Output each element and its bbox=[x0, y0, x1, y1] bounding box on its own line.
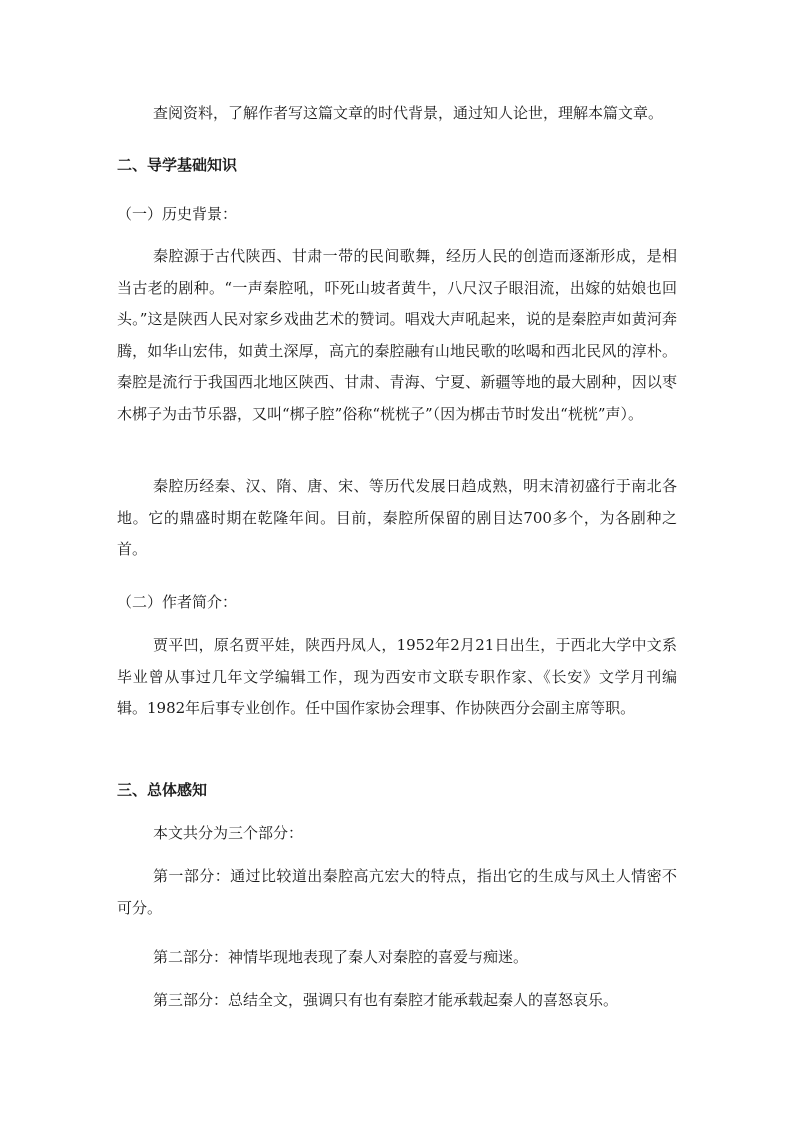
section-title-overview: 三、总体感知 bbox=[117, 781, 208, 799]
part-two-paragraph: 第二部分：神情毕现地表现了秦人对秦腔的喜爱与痴迷。 bbox=[153, 948, 529, 966]
overview-intro-paragraph: 本文共分为三个部分： bbox=[153, 824, 304, 842]
intro-paragraph: 查阅资料，了解作者写这篇文章的时代背景，通过知人论世，理解本篇文章。 bbox=[153, 104, 664, 122]
history-paragraph-2: 秦腔历经秦、汉、隋、唐、宋、等历代发展日趋成熟，明末清初盛行于南北各地。它的鼎盛时期在乾隆年间。目前，秦腔所保留的剧目达700多个，为各剧种之首。 bbox=[117, 477, 677, 558]
subsection-title-history: （一）历史背景： bbox=[117, 205, 238, 223]
history-paragraph-1: 秦腔源于古代陕西、甘肃一带的民间歌舞，经历人民的创造而逐渐形成，是相当古老的剧种。“一声秦腔吼，吓死山坡者黄牛，八尺汉子眼泪流，出嫁的姑娘也回头。”这是陕西人民对家乡戏曲艺术的赞词。唱戏大声吼起来，说的是秦腔声如黄河奔腾，如华山宏伟，如黄土深厚，高亢的秦腔融有山地民歌的吆喝和西北民风的淳朴。秦腔是流行于我国西北地区陕西、甘肃、青海、宁夏、新疆等地的最大剧种，因以枣木梆子为击节乐器，又叫“梆子腔”俗称“桄桄子”（因为梆击节时发出“桄桄”声）。 bbox=[117, 247, 677, 423]
subsection-title-author: （二）作者简介： bbox=[117, 593, 238, 611]
part-three-paragraph: 第三部分：总结全文，强调只有也有秦腔才能承载起秦人的喜怒哀乐。 bbox=[153, 991, 619, 1009]
author-paragraph: 贾平凹，原名贾平娃，陕西丹凤人，1952年2月21日出生，于西北大学中文系毕业曾从事过几年文学编辑工作，现为西安市文联专职作家、《长安》文学月刊编辑。1982年后事专业创作。任中国作家协会理事、作协陕西分会副主席等职。 bbox=[117, 636, 677, 717]
part-one-paragraph: 第一部分：通过比较道出秦腔高亢宏大的特点，指出它的生成与风土人情密不可分。 bbox=[117, 867, 677, 917]
section-title-guided-basics: 二、导学基础知识 bbox=[117, 156, 238, 174]
